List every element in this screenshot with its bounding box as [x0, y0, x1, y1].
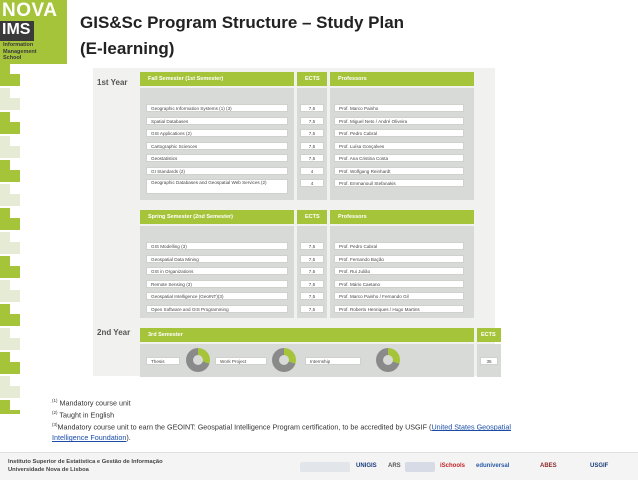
course-ects: 7,5 — [300, 117, 324, 125]
second-year-ects-header: ECTS — [477, 328, 501, 342]
logo-subtitle: Information Management School — [3, 42, 37, 61]
course-name: Geospatial Data Mining — [146, 255, 288, 263]
internship-pie-icon — [376, 348, 400, 372]
footnote-3-cont: Intelligence Foundation). — [52, 433, 131, 442]
eu-logo — [405, 462, 435, 472]
course-name: Cartographic Sciences — [146, 142, 288, 150]
course-professor: Prof. Fernando Bação — [334, 255, 464, 263]
course-name: GIS Modelling (3) — [146, 242, 288, 250]
footnote-3: $^{(3)}$Mandatory course unit to earn the GEOINT: Geospatial Intelligence Program certification, to be accredited by USGIF (United States Geospatial — [52, 422, 511, 432]
second-year-label: 2nd Year — [97, 328, 131, 337]
course-name: Geostatistics — [146, 154, 288, 162]
decorative-stripe-right — [10, 64, 20, 414]
page-title: GIS&Sc Program Structure – Study Plan (E-learning) — [80, 13, 405, 58]
usgif-link-cont[interactable]: Intelligence Foundation — [52, 433, 127, 442]
course-professor: Prof. Marco Painho / Fernando Gil — [334, 292, 464, 300]
course-professor: Prof. Roberto Henriques / Hugo Martins — [334, 305, 464, 313]
course-ects: 4 — [300, 179, 324, 187]
course-professor: Prof. Miguel Neto / André Oliveira — [334, 117, 464, 125]
course-ects: 7,5 — [300, 255, 324, 263]
course-ects: 7,5 — [300, 104, 324, 112]
option-internship: Internship — [305, 357, 361, 365]
fall-professors-header: Professors — [330, 72, 474, 86]
course-professor: Prof. Emmanouil Stefanakis — [334, 179, 464, 187]
fall-semester-header: Fall Semester (1st Semester) — [140, 72, 294, 86]
footnote-2: $^{(2)}$ Taught in English — [52, 410, 115, 420]
spring-semester-header: Spring Semester (2nd Semester) — [140, 210, 294, 224]
footer-bar — [0, 452, 638, 480]
course-ects: 4 — [300, 167, 324, 175]
course-name: Geographic Information Systems (1) (3) — [146, 104, 288, 112]
partner-abes: ABES — [540, 463, 557, 469]
course-professor: Prof. Rui Julião — [334, 267, 464, 275]
course-name: GIS in Organizations — [146, 267, 288, 275]
thesis-pie-icon — [186, 348, 210, 372]
option-work-project: Work Project — [215, 357, 267, 365]
usgif-link[interactable]: United States Geospatial — [431, 422, 511, 432]
fall-ects-header: ECTS — [297, 72, 327, 86]
course-name: Geospatial Intelligence (GeoINT)(3) — [146, 292, 288, 300]
first-year-label: 1st Year — [97, 78, 128, 87]
course-name: GIS Applications (2) — [146, 129, 288, 137]
course-name: Open Software and GIS Programming — [146, 305, 288, 313]
course-name: Geographic Databases and Geospatial Web Services (2) — [146, 179, 288, 194]
logo-ims: IMS — [0, 21, 34, 41]
course-ects: 7,5 — [300, 142, 324, 150]
course-professor: Prof. Marco Painho — [334, 104, 464, 112]
course-ects: 7,5 — [300, 305, 324, 313]
spring-professors-header: Professors — [330, 210, 474, 224]
institution-name: Instituto Superior de Estatística e Gestão de Informação Universidade Nova de Lisboa — [8, 459, 163, 473]
course-name: Spatial Databases — [146, 117, 288, 125]
course-professor: Prof. Pedro Cabral — [334, 242, 464, 250]
spring-ects-header: ECTS — [297, 210, 327, 224]
partner-ars: ARS — [388, 463, 401, 469]
course-professor: Prof. Luísa Gonçalves — [334, 142, 464, 150]
decorative-stripe-left — [0, 64, 10, 414]
footnote-1: $^{(1)}$ Mandatory course unit — [52, 398, 131, 408]
course-name: Remote Sensing (3) — [146, 280, 288, 288]
second-year-ects-value: 35 — [480, 357, 498, 365]
third-semester-header: 3rd Semester — [140, 328, 474, 342]
partner-eduniversal: eduniversal — [476, 463, 510, 469]
course-ects: 7,5 — [300, 129, 324, 137]
option-thesis: Thesis — [146, 357, 180, 365]
course-name: GI Standards (2) — [146, 167, 288, 175]
nova-ims-logo — [0, 0, 67, 64]
work-project-pie-icon — [272, 348, 296, 372]
course-ects: 7,5 — [300, 280, 324, 288]
partner-ischools: iSchools — [440, 463, 466, 469]
course-ects: 7,5 — [300, 154, 324, 162]
course-professor: Prof. Ana Cristina Costa — [334, 154, 464, 162]
course-ects: 7,5 — [300, 242, 324, 250]
course-ects: 7,5 — [300, 267, 324, 275]
partner-usgif: USGIF — [590, 463, 609, 469]
partner-unigis: UNIGIS — [356, 463, 377, 469]
course-ects: 7,5 — [300, 292, 324, 300]
logo-nova: NOVA — [2, 0, 58, 21]
course-professor: Prof. Mário Caetano — [334, 280, 464, 288]
course-professor: Prof. Pedro Cabral — [334, 129, 464, 137]
course-professor: Prof. Wolfgang Reinhardt — [334, 167, 464, 175]
accreditation-logos — [300, 462, 350, 472]
